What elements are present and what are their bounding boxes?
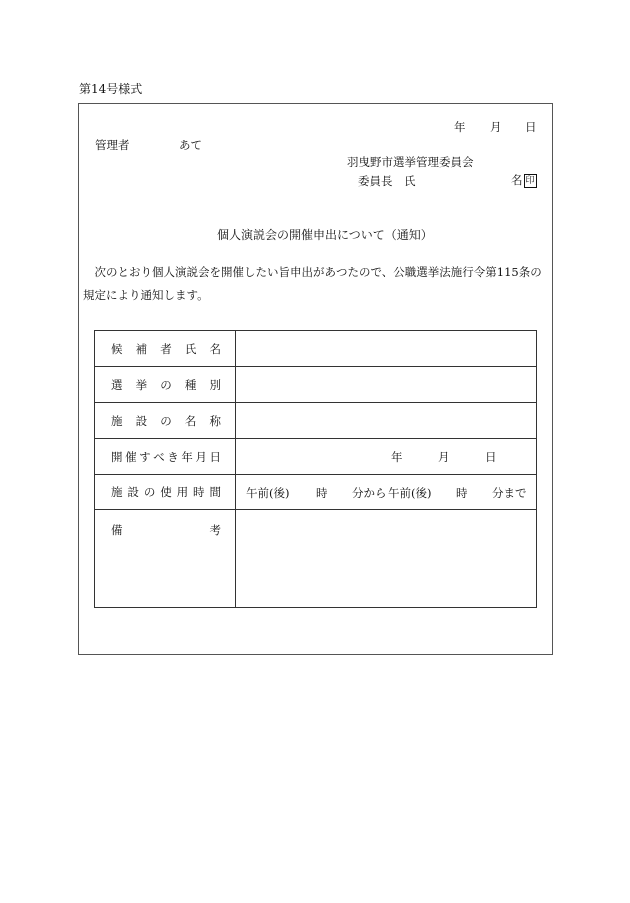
table-row-facility-name [95,403,536,439]
date-day: 日 [485,450,497,464]
table-row-remarks [95,510,536,607]
label-char: の [160,413,172,428]
document-title: 個人演説会の開催申出について（通知） [217,228,433,242]
body-text-line2: 規定により通知します。 [83,288,209,302]
chairperson: 委員長 氏 [358,174,416,188]
label-char: 設 [135,413,148,428]
candidate-name-field[interactable] [236,331,536,366]
label-char: 挙 [135,377,148,392]
label-char: 名 [184,413,197,428]
label-char: 施 [111,485,123,499]
label-char: 名 [209,341,221,356]
label-char: 選 [111,377,123,392]
body-text-line1: 次のとおり個人演説会を開催したい旨申出があつたので、公職選挙法施行令第115条の [83,265,542,279]
label-char: 施 [111,413,123,428]
row-label [111,377,221,393]
header-day: 日 [525,120,537,134]
label-char: 日 [209,449,221,464]
table-row-candidate [95,331,536,367]
label-char: 月 [195,449,207,464]
row-label [111,522,221,538]
label-char: 称 [209,413,221,428]
label-char: 氏 [184,341,197,356]
committee-name: 羽曳野市選挙管理委員会 [347,155,474,169]
label-char: の [160,377,172,392]
table-row-date [95,439,536,475]
label-char: 催 [125,449,137,464]
end-hour: 時 [456,486,468,500]
end-min-to: 分まで [492,486,527,500]
label-char: 使 [160,485,172,499]
label-char: 間 [209,485,221,499]
label-char: き [167,449,179,464]
addressee: 管理者 [95,138,130,152]
header-month: 月 [490,120,502,134]
label-char: す [139,449,151,464]
label-char: 設 [127,485,139,499]
label-char: 候 [111,341,123,356]
chairperson-name [511,172,537,188]
row-label [111,484,221,500]
usage-time-field[interactable] [236,475,536,509]
row-label [111,449,221,465]
label-char: 補 [135,341,148,356]
label-char: 用 [176,485,189,499]
header-year: 年 [454,120,466,134]
start-hour: 時 [316,486,328,500]
facility-name-field[interactable] [236,403,536,438]
start-min-from: 分から [352,486,387,500]
label-char: 者 [160,341,172,356]
start-ampm: 午前(後) [246,486,290,500]
row-label [111,413,221,429]
form-number: 第14号様式 [79,82,143,96]
seal-mark: 印 [525,176,535,186]
label-char: 種 [184,377,197,392]
label-char: 考 [209,523,221,537]
label-char: 開 [111,449,123,464]
label-char: 時 [193,485,205,499]
label-char: 年 [181,449,193,464]
date-year: 年 [391,450,403,464]
table-row-election-type [95,367,536,403]
end-ampm: 午前(後) [388,486,432,500]
addressee-suffix: あて [179,138,202,152]
label-char: べ [153,449,165,464]
label-char: 別 [209,377,221,392]
label-char: の [143,485,156,499]
table-row-usage-time [95,475,536,510]
name-label: 名 [511,173,523,187]
label-char: 備 [111,523,123,537]
date-month: 月 [438,450,450,464]
details-table [94,330,537,608]
election-type-field[interactable] [236,367,536,402]
date-field[interactable] [236,439,536,474]
remarks-field[interactable] [236,510,536,607]
row-label [111,341,221,357]
